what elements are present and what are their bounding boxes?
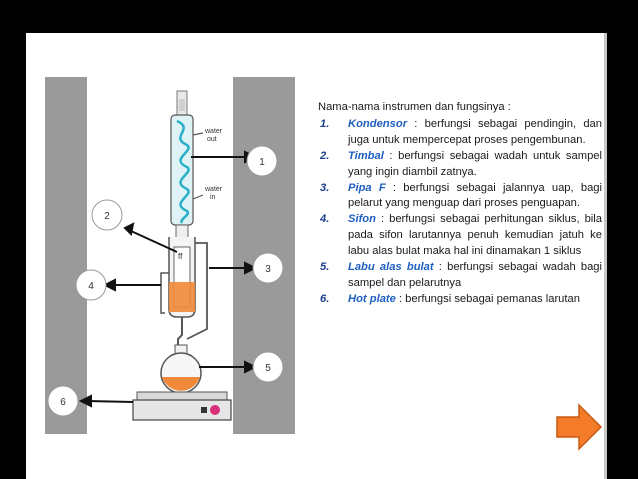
- marker-1-label: 1: [259, 157, 265, 168]
- marker-3: [253, 253, 283, 283]
- item-description: : berfungsi sebagai perhitungan siklus, bila pada sifon larutannya penuh kemudian jatuh ke labu alas bulat maka hal ini dinamakan 1 siklus: [348, 213, 602, 258]
- item-description: : berfungsi sebagai pemanas larutan: [395, 292, 580, 305]
- list-intro: Nama-nama instrumen dan fungsinya :: [318, 101, 511, 113]
- item-description: : berfungsi sebagai wadah bagi sampel dan pelarutnya: [348, 261, 603, 289]
- water-out-label-line2: out: [207, 136, 217, 143]
- item-term: Labu alas bulat: [348, 261, 434, 274]
- water-in-label-line1: water: [205, 186, 223, 193]
- marker-3-label: 3: [265, 264, 271, 275]
- item-term: Hot plate: [348, 292, 396, 305]
- water-out-label-line1: water: [205, 128, 223, 135]
- instrument-list: [318, 100, 602, 308]
- instrument-items: [318, 117, 602, 308]
- svg-text:ff: ff: [178, 252, 183, 261]
- item-number: 4.: [320, 213, 330, 226]
- marker-4-label: 4: [88, 281, 94, 292]
- slide-edge: [604, 33, 607, 479]
- list-item: [318, 117, 602, 149]
- water-in-label-line2: in: [210, 194, 216, 201]
- list-item: [318, 149, 602, 181]
- item-number: 5.: [320, 261, 330, 274]
- marker-6: [48, 386, 78, 416]
- item-term: Pipa F: [348, 181, 386, 194]
- list-item: [318, 181, 602, 213]
- list-item: [318, 260, 602, 292]
- item-term: Timbal: [348, 149, 384, 162]
- item-term: Kondensor: [348, 117, 408, 130]
- item-description: : berfungsi sebagai pendingin, dan juga untuk mempercepat proses pengembunan.: [348, 117, 602, 146]
- list-item: [318, 292, 602, 308]
- marker-5-label: 5: [265, 363, 271, 374]
- marker-4: [76, 270, 106, 300]
- item-number: 2.: [320, 149, 330, 162]
- marker-6-label: 6: [60, 397, 66, 408]
- marker-5: [253, 352, 283, 382]
- hot-plate: [133, 392, 231, 420]
- item-number: 6.: [320, 292, 330, 305]
- item-description: : berfungsi sebagai wadah untuk sampel yang ingin diambil zatnya.: [348, 149, 602, 178]
- list-item: [318, 212, 602, 260]
- soxhlet-diagram: [45, 77, 295, 434]
- marker-1: [247, 146, 277, 176]
- marker-2-label: 2: [104, 211, 110, 222]
- item-term: Sifon: [348, 213, 376, 226]
- arrow-right-icon[interactable]: [555, 402, 603, 452]
- item-description: : berfungsi sebagai jalannya uap, bagi pelarut yang menguap dari proses penguapan.: [348, 181, 602, 210]
- marker-2: [92, 200, 122, 230]
- item-number: 3.: [320, 181, 330, 194]
- item-number: 1.: [320, 117, 330, 130]
